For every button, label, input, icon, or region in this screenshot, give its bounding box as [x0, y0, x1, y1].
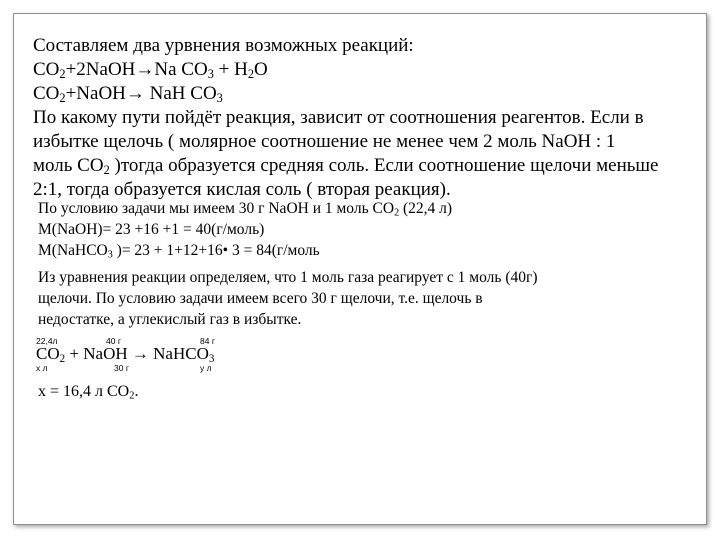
nahco3-mass-label: 84 г [200, 336, 215, 346]
condition-line: По условию задачи мы имеем 30 г NaOH и 1 моль $CO_2$ (22,4 л) [38, 200, 453, 219]
intro-line [33, 34, 414, 58]
paragraph-line-1: По какому пути пойдёт реакция, зависит от соотношения реагентов. Если в [33, 107, 644, 128]
intro-text: Составляем два урвнения возможных реакций: [33, 35, 414, 56]
molar-mass-naoh: M(NaOH)= 23 +16 +1 = 40(г/моль) [38, 221, 265, 238]
explanation-line-2: щелочи. По условию задачи имеем всего 30 г щелочи, т.е. щелочь в [38, 290, 483, 307]
paragraph-line-3: моль $CO_2$ )тогда образуется средняя соль. Если соотношение щелочи меньше [33, 155, 659, 178]
reaction-1: $CO_2+2NaOH\to Na$ $CO_3 + H_2O$ [33, 59, 268, 82]
reaction-equation: $CO_2$ + NaOH → NaHCO$_3$ [36, 344, 215, 365]
reaction-2: $CO_2+NaOH\to$ NaH $CO_3$ [33, 83, 223, 106]
nahco3-unknown-label: у л [200, 363, 212, 373]
naoh-given-label: 30 г [114, 363, 129, 373]
answer-line: х = 16,4 л $CO_2$. [38, 383, 139, 402]
co2-unknown-label: х л [36, 363, 48, 373]
naoh-mass-label: 40 г [106, 336, 121, 346]
molar-mass-nahco3: M(NaHCO$_3$ )= 23 + 1+12+16• 3 = 84(г/моль [38, 242, 320, 261]
paragraph-line-4: 2:1, тогда образуется кислая соль ( вторая реакция). [33, 179, 451, 200]
explanation-line-1: Из уравнения реакции определяем, что 1 моль газа реагирует с 1 моль (40г) [38, 269, 538, 286]
explanation-line-3: недостатке, а углекислый газ в избытке. [38, 311, 302, 328]
co2-volume-label: 22,4л [36, 336, 58, 346]
paragraph-line-2: избытке щелочь ( молярное соотношение не менее чем 2 моль NaOH : 1 [33, 131, 616, 152]
